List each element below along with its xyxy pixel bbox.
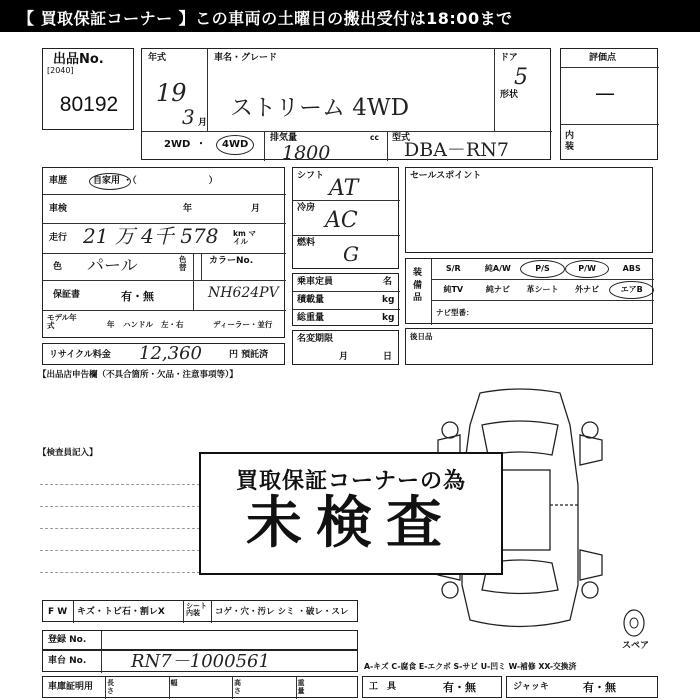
equipment-row-1 bbox=[431, 260, 654, 278]
later-items-box bbox=[405, 328, 653, 365]
dealer-label: ディーラー・並行 bbox=[213, 320, 273, 329]
sales-point-label: セールスポイント bbox=[410, 171, 482, 181]
fuel-label: 燃料 bbox=[297, 238, 316, 248]
shift-ac-fuel-box bbox=[292, 167, 399, 269]
inspection-month: 月 bbox=[251, 204, 261, 214]
handle-label: ハンドル bbox=[123, 320, 153, 329]
fuel-value: G bbox=[343, 242, 359, 266]
cert-dim-1: 幅 bbox=[170, 679, 178, 687]
spare-label: スペア bbox=[622, 641, 650, 651]
rename-label: 名変期限 bbox=[297, 334, 334, 344]
mileage-units: km マイル bbox=[233, 229, 256, 246]
defects-label: 【出品店申告欄（不具合箇所・欠品・注意事項等）】 bbox=[38, 370, 238, 380]
drive-2wd: 2WD bbox=[164, 139, 191, 150]
stamp-line-1: 買取保証コーナーの為 bbox=[235, 469, 466, 494]
fw-seat-row bbox=[42, 600, 358, 622]
lot-tag: [2040] bbox=[47, 66, 74, 75]
model-year-unit: 年 bbox=[107, 320, 115, 329]
private-use-mark bbox=[89, 173, 131, 190]
spare-tire-icon bbox=[622, 608, 646, 638]
inspection-year: 年 bbox=[183, 204, 193, 214]
capacity-weight-box bbox=[292, 273, 399, 326]
mileage-value: 21 万 4千 578 bbox=[83, 224, 219, 248]
banner-text: 【 買取保証コーナー 】この車両の土曜日の搬出受付は18:00まで bbox=[18, 9, 513, 28]
cert-dim-0: 長さ bbox=[107, 679, 114, 695]
shape-label: 形状 bbox=[500, 90, 519, 100]
capacity-unit: 名 bbox=[383, 277, 393, 287]
color-no-value: NH624PV bbox=[208, 285, 279, 301]
equipment-row-2 bbox=[431, 281, 654, 299]
equipment-label: 装備品 bbox=[413, 268, 423, 304]
recycle-value: 12,360 bbox=[139, 343, 202, 364]
month-value: 3 bbox=[182, 105, 195, 129]
score-value: — bbox=[595, 81, 615, 105]
garage-cert-label: 車庫証明用 bbox=[48, 682, 94, 692]
fw-label: F W bbox=[48, 607, 68, 617]
name-grade-value: ストリーム 4WD bbox=[230, 95, 410, 121]
sales-point-box bbox=[405, 167, 653, 253]
fw-options: キズ・トビ石・割レX bbox=[77, 607, 165, 617]
model-year-label: モデル年式 bbox=[47, 313, 77, 330]
inspector-label: 【検査員記入】 bbox=[38, 448, 98, 458]
rename-month: 月 bbox=[339, 352, 349, 362]
later-items-label: 後日品 bbox=[410, 332, 433, 341]
gross-label: 総重量 bbox=[297, 313, 325, 323]
vehicle-header: 年式 19 3 月 車名・グレード ストリーム 4WD ドア 5 形状 2WD ・ 4WD 排気量 cc 1800 型式 DBA－RN7 bbox=[141, 48, 551, 160]
chassis-row bbox=[42, 650, 358, 672]
warranty-options: 有・無 bbox=[121, 290, 154, 303]
navi-model-label: ナビ型番： bbox=[436, 308, 474, 317]
model-label: 型式 bbox=[392, 133, 411, 143]
door-label: ドア bbox=[500, 53, 518, 63]
ac-value: AC bbox=[325, 208, 358, 233]
handle-options: 左・右 bbox=[161, 320, 184, 329]
rename-day: 日 bbox=[383, 352, 393, 362]
lot-label: 出品No. bbox=[53, 52, 104, 67]
equip-r1-3: P/W bbox=[565, 260, 610, 278]
name-grade-label: 車名・グレード bbox=[214, 53, 278, 63]
seat-options: コゲ・穴・汚レ シミ ・破レ・スレ bbox=[215, 607, 349, 617]
month-unit: 月 bbox=[198, 118, 208, 128]
equip-r2-1: 純ナビ bbox=[485, 285, 510, 294]
recycle-fee-box bbox=[42, 343, 285, 365]
ac-label: 冷房 bbox=[297, 203, 316, 213]
equip-r2-3: 外ナビ bbox=[575, 285, 600, 294]
tools-label: 工 具 bbox=[369, 682, 397, 692]
garage-cert-dimensions bbox=[105, 677, 359, 699]
year-value: 19 bbox=[156, 79, 187, 107]
drive-4wd: 4WD bbox=[216, 135, 254, 155]
color-no-label: カラーNo. bbox=[209, 256, 254, 266]
gross-unit: kg bbox=[382, 313, 395, 323]
chassis-value: RN7－1000561 bbox=[131, 651, 270, 672]
cert-dim-3: 重量 bbox=[297, 679, 305, 695]
lot-number-box bbox=[42, 48, 134, 130]
garage-cert-row bbox=[42, 676, 358, 698]
score-label: 評価点 bbox=[589, 53, 617, 63]
displacement-value: 1800 bbox=[282, 142, 331, 164]
equip-r1-2: P/S bbox=[520, 260, 565, 278]
load-unit: kg bbox=[382, 295, 395, 305]
equip-r2-4: エアB bbox=[609, 281, 654, 299]
seat-label: シート内装 bbox=[186, 602, 207, 617]
interior-label: 内装 bbox=[565, 131, 575, 152]
equip-r2-0: 純TV bbox=[443, 285, 464, 294]
shift-value: AT bbox=[329, 176, 359, 201]
color-value: パール bbox=[87, 256, 138, 276]
displacement-unit: cc bbox=[370, 133, 379, 142]
color-change-label: 色替 bbox=[179, 255, 187, 272]
lot-number: 80192 bbox=[59, 93, 119, 116]
vehicle-info-grid bbox=[42, 167, 285, 338]
displacement-label: 排気量 bbox=[270, 133, 298, 143]
color-label: 色 bbox=[53, 262, 63, 272]
cert-dim-2: 高さ bbox=[234, 679, 241, 695]
load-label: 積載量 bbox=[297, 295, 325, 305]
door-value: 5 bbox=[514, 65, 528, 90]
year-label: 年式 bbox=[148, 53, 167, 63]
registration-label: 登録 No. bbox=[48, 635, 87, 645]
recycle-unit: 円 預託済 bbox=[229, 350, 269, 360]
jack-box bbox=[506, 676, 658, 698]
uninspected-stamp bbox=[199, 452, 503, 575]
jack-options: 有・無 bbox=[583, 681, 616, 694]
warranty-label: 保証書 bbox=[53, 290, 81, 300]
equip-r1-0: S/R bbox=[445, 264, 461, 273]
registration-row bbox=[42, 630, 358, 650]
rename-deadline-box bbox=[292, 330, 399, 365]
equipment-box bbox=[405, 258, 653, 324]
stamp-line-2: 未検査 bbox=[246, 491, 456, 556]
top-banner bbox=[0, 0, 700, 32]
jack-label: ジャッキ bbox=[513, 682, 549, 692]
equip-r1-4: ABS bbox=[622, 264, 641, 273]
equip-r1-1: 純A/W bbox=[484, 264, 511, 273]
equip-r2-2: 革シート bbox=[526, 285, 559, 294]
chassis-label: 車台 No. bbox=[48, 656, 87, 666]
history-options: 自家用 ・（ ） bbox=[93, 176, 218, 186]
tools-options: 有・無 bbox=[443, 681, 476, 694]
model-value: DBA－RN7 bbox=[404, 139, 509, 161]
shift-label: シフト bbox=[297, 171, 325, 181]
capacity-label: 乗車定員 bbox=[297, 277, 334, 287]
inspection-label: 車検 bbox=[49, 204, 68, 214]
mileage-label: 走行 bbox=[49, 233, 68, 243]
history-label: 車歴 bbox=[49, 176, 68, 186]
inspector-lines bbox=[40, 470, 200, 590]
score-box bbox=[560, 48, 658, 160]
tools-box bbox=[362, 676, 502, 698]
recycle-label: リサイクル料金 bbox=[49, 350, 111, 360]
damage-legend: A-キズ C-腐食 E-エクボ S-サビ U-凹ミ W-補修 XX-交換済 bbox=[364, 662, 577, 671]
